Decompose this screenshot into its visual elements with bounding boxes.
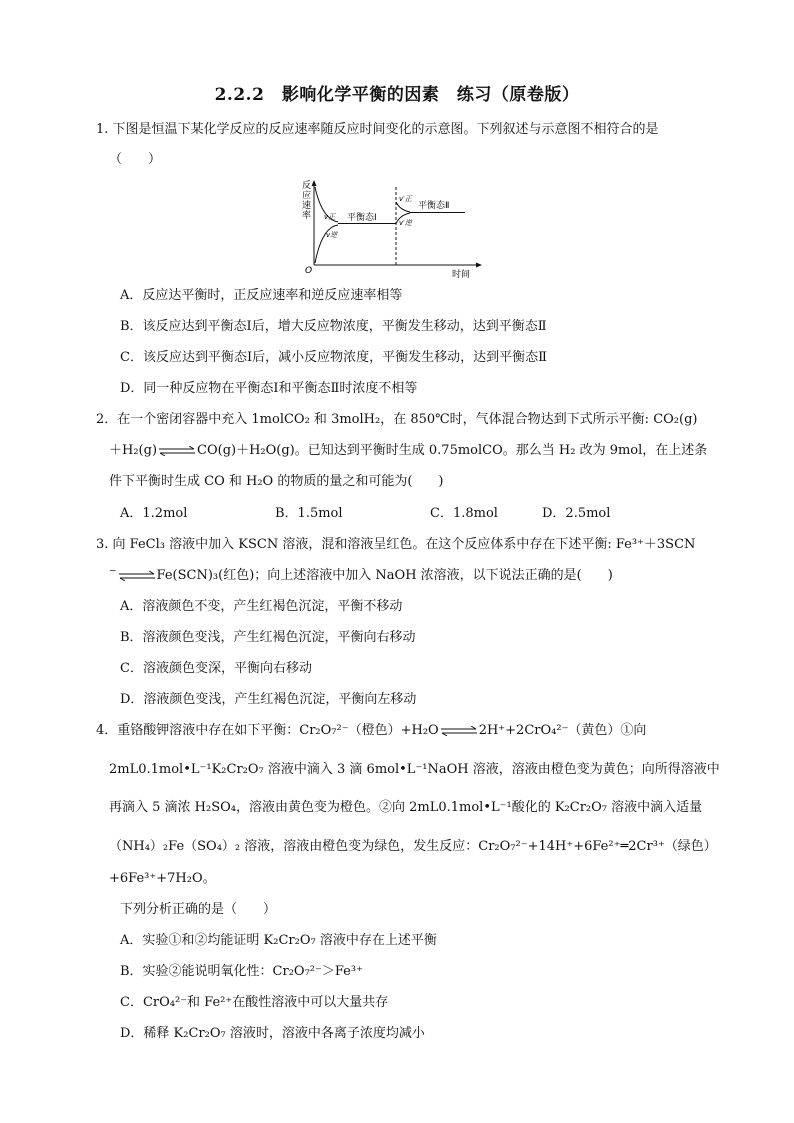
q4-line4: （NH₄）₂Fe（SO₄）₂ 溶液，溶液由橙色变为绿色，发生反应：Cr₂O₇²⁻+14H⁺+6Fe²⁺═2Cr³⁺（绿色） bbox=[109, 839, 717, 854]
q3-line1: 3. 向 FeCl₃ 溶液中加入 KSCN 溶液，混和溶液呈红色。在这个反应体系中存在下述平衡: Fe³⁺＋3SCN bbox=[96, 537, 696, 552]
origin-label: O bbox=[305, 266, 313, 276]
q1-rate-time-figure bbox=[300, 175, 490, 280]
v-reverse-label: v逆 bbox=[326, 231, 338, 239]
q4-line1-pre: 4．重铬酸钾溶液中存在如下平衡：Cr₂O₇²⁻（橙色）+H₂O bbox=[96, 723, 439, 738]
page-title: 2.2.2 影响化学平衡的因素 练习（原卷版） bbox=[214, 85, 580, 105]
q1-option-d: D．同一种反应物在平衡态Ⅰ和平衡态Ⅱ时浓度不相等 bbox=[120, 381, 418, 396]
q1-option-a: A．反应达平衡时，正反应速率和逆反应速率相等 bbox=[120, 288, 403, 303]
q2-option-c: C．1.8mol bbox=[430, 506, 498, 521]
q4-prompt: 下列分析正确的是（ ） bbox=[120, 902, 277, 917]
q4-line3: 再滴入 5 滴浓 H₂SO₄，溶液由黄色变为橙色。②向 2mL0.1mol•L⁻¹酸化的 K₂Cr₂O₇ 溶液中滴入适量 bbox=[109, 800, 703, 815]
y-axis-label-char: 速 bbox=[302, 201, 312, 211]
q1-stem-line2: （ ） bbox=[109, 152, 162, 167]
q2-line2-post: CO(g)＋H₂O(g)。已知达到平衡时生成 0.75molCO。那么当 H₂ 改为 9mol，在上述条 bbox=[197, 443, 708, 458]
q2-option-b: B．1.5mol bbox=[275, 506, 343, 521]
q4-line1 bbox=[96, 722, 646, 740]
q3-option-b: B．溶液颜色变浅，产生红褐色沉淀，平衡向右移动 bbox=[120, 630, 416, 645]
q2-line3: 件下平衡时生成 CO 和 H₂O 的物质的量之和可能为( ) bbox=[109, 474, 444, 489]
y-axis-label-char: 率 bbox=[302, 211, 312, 221]
q3-line2 bbox=[109, 567, 613, 585]
q4-option-a: A．实验①和②均能证明 K₂Cr₂O₇ 溶液中存在上述平衡 bbox=[120, 933, 437, 948]
y-axis-label-char: 反 bbox=[302, 181, 312, 191]
q4-line2: 2mL0.1mol•L⁻¹K₂Cr₂O₇ 溶液中滴入 3 滴 6mol•L⁻¹NaOH 溶液，溶液由橙色变为黄色；向所得溶液中 bbox=[109, 762, 720, 777]
equilibrium-arrow-icon bbox=[158, 446, 196, 456]
q4-option-d: D．稀释 K₂Cr₂O₇ 溶液时，溶液中各离子浓度均减小 bbox=[120, 1026, 425, 1041]
q2-option-d: D．2.5mol bbox=[542, 506, 611, 521]
q3-option-c: C．溶液颜色变深，平衡向右移动 bbox=[120, 661, 312, 676]
q4-option-c: C．CrO₄²⁻和 Fe²⁺在酸性溶液中可以大量共存 bbox=[120, 995, 389, 1010]
q3-option-a: A．溶液颜色不变，产生红褐色沉淀，平衡不移动 bbox=[120, 599, 403, 614]
q3-option-d: D．溶液颜色变浅，产生红褐色沉淀，平衡向左移动 bbox=[120, 692, 417, 707]
y-axis-label-char: 应 bbox=[302, 191, 312, 201]
q4-line1-post: 2H⁺+2CrO₄²⁻（黄色）①向 bbox=[478, 723, 647, 738]
v-forward-label: v正 bbox=[324, 213, 336, 221]
v-reverse-prime-label: v′逆 bbox=[399, 219, 412, 227]
q3-line2-text: Fe(SCN)₃(红色)；向上述溶液中加入 NaOH 浓溶液，以下说法正确的是( ) bbox=[156, 568, 613, 583]
state2-label: 平衡态Ⅱ bbox=[418, 201, 450, 211]
x-axis-arrow-icon bbox=[476, 263, 482, 268]
q1-stem-line1: 1. 下图是恒温下某化学反应的反应速率随反应时间变化的示意图。下列叙述与示意图不相符合的是 bbox=[96, 122, 659, 137]
v-forward-prime-label: v′正 bbox=[399, 195, 412, 203]
equilibrium-arrow-icon bbox=[440, 726, 478, 736]
q2-line2 bbox=[109, 442, 707, 460]
q4-option-b: B．实验②能说明氧化性：Cr₂O₇²⁻＞Fe³⁺ bbox=[120, 964, 363, 979]
y-axis-arrow-icon bbox=[312, 180, 317, 186]
v-forward-prime-curve bbox=[396, 202, 410, 212]
x-axis-label: 时间 bbox=[452, 270, 471, 280]
q3-scn-charge: − bbox=[109, 566, 117, 577]
q2-line2-pre: ＋H₂(g) bbox=[109, 443, 158, 458]
equilibrium-arrow-icon bbox=[118, 571, 156, 581]
q1-option-c: C．该反应达到平衡态Ⅰ后，减小反应物浓度，平衡发生移动，达到平衡态Ⅱ bbox=[120, 350, 547, 365]
q2-option-a: A．1.2mol bbox=[120, 506, 188, 521]
q2-line1: 2．在一个密闭容器中充入 1molCO₂ 和 3molH₂，在 850℃时，气体混合物达到下式所示平衡: CO₂(g) bbox=[96, 412, 698, 427]
q4-line5: +6Fe³⁺+7H₂O。 bbox=[109, 871, 216, 886]
q1-option-b: B．该反应达到平衡态Ⅰ后，增大反应物浓度，平衡发生移动，达到平衡态Ⅱ bbox=[120, 319, 547, 334]
state1-label: 平衡态Ⅰ bbox=[347, 213, 377, 223]
